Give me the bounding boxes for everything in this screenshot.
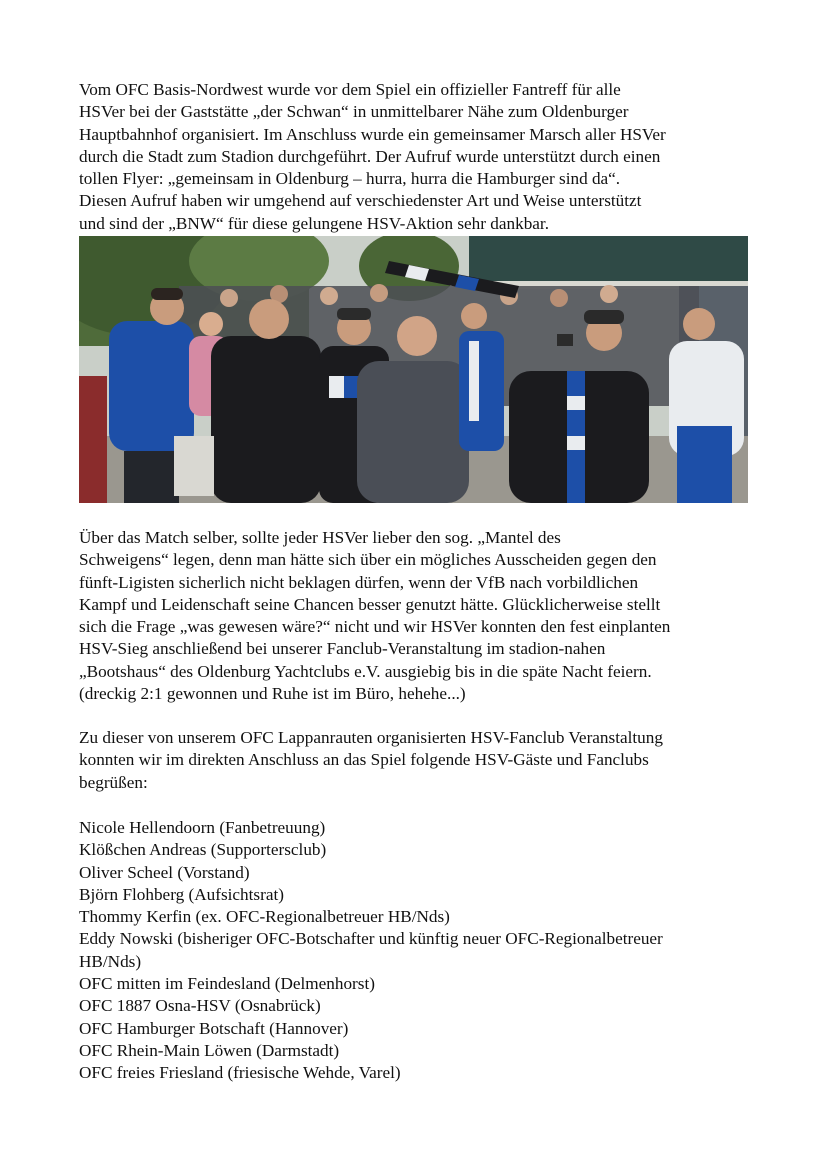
guest-list [79, 817, 663, 1085]
text-line: Vom OFC Basis-Nordwest wurde vor dem Spiel ein offizieller Fantreff für alle [79, 80, 621, 99]
photo-awning [469, 236, 748, 281]
text-line: sich die Frage „was gewesen wäre?“ nicht und wir HSVer konnten den fest einplanten [79, 617, 671, 637]
list-item: Eddy Nowski (bisheriger OFC-Botschafter und künftig neuer OFC-Regionalbetreuer [79, 929, 663, 949]
list-item: OFC 1887 Osna-HSV (Osnabrück) [79, 996, 321, 1016]
text-line: (dreckig 2:1 gewonnen und Ruhe ist im Büro, hehehe...) [79, 684, 466, 704]
event-paragraph [79, 727, 759, 794]
text-line: durch die Stadt zum Stadion durchgeführt. Der Aufruf wurde unterstützt durch einen [79, 146, 661, 166]
text-line: „Bootshaus“ des Oldenburg Yachtclubs e.V. ausgiebig bis in die späte Nacht feiern. [79, 661, 652, 681]
intro-paragraph [79, 79, 759, 235]
list-item: OFC mitten im Feindesland (Delmenhorst) [79, 974, 375, 994]
list-item: OFC Hamburger Botschaft (Hannover) [79, 1018, 349, 1038]
text-line: fünft-Ligisten sicherlich nicht beklagen dürfen, wenn der VfB nach vorbildlichen [79, 572, 639, 592]
photo-person-dark-jacket [211, 336, 321, 503]
text-line: Diesen Aufruf haben wir umgehend auf verschiedenster Art und Weise unterstützt [79, 191, 642, 211]
text-line: tollen Flyer: „gemeinsam in Oldenburg – hurra, hurra die Hamburger sind da“. [79, 169, 621, 189]
list-item: OFC Rhein-Main Löwen (Darmstadt) [79, 1040, 340, 1060]
text-line: Über das Match selber, sollte jeder HSVer lieber den sog. „Mantel des [79, 528, 561, 547]
text-line: und sind der „BNW“ für diese gelungene HSV-Aktion sehr dankbar. [79, 213, 550, 233]
photo-person-blue-jacket [109, 321, 194, 451]
text-line: konnten wir im direkten Anschluss an das Spiel folgende HSV-Gäste und Fanclubs [79, 750, 649, 770]
list-item: Klößchen Andreas (Supportersclub) [79, 840, 327, 860]
list-item: HB/Nds) [79, 951, 142, 971]
text-line: Zu dieser von unserem OFC Lappanrauten organisierten HSV-Fanclub Veranstaltung [79, 728, 663, 747]
text-line: Kampf und Leidenschaft seine Chancen besser genutzt hätte. Glücklicherweise stellt [79, 594, 661, 614]
text-line: begrüßen: [79, 772, 148, 792]
list-item: OFC freies Friesland (friesische Wehde, Varel) [79, 1063, 401, 1083]
list-item: Thommy Kerfin (ex. OFC-Regionalbetreuer HB/Nds) [79, 907, 450, 927]
photo-person-grey-jacket [357, 361, 469, 503]
text-line: Schweigens“ legen, denn man hätte sich über ein mögliches Ausscheiden gegen den [79, 550, 657, 570]
list-item: Oliver Scheel (Vorstand) [79, 862, 250, 882]
text-line: Hauptbahnhof organisiert. Im Anschluss wurde ein gemeinsamer Marsch aller HSVer [79, 124, 666, 144]
list-item: Björn Flohberg (Aufsichtsrat) [79, 884, 284, 904]
text-line: HSV-Sieg anschließend bei unserer Fanclub-Veranstaltung im stadion-nahen [79, 639, 606, 659]
fan-meeting-photo [79, 236, 748, 503]
match-paragraph [79, 527, 759, 705]
list-item: Nicole Hellendoorn (Fanbetreuung) [79, 818, 326, 837]
text-line: HSVer bei der Gaststätte „der Schwan“ in unmittelbarer Nähe zum Oldenburger [79, 102, 629, 122]
